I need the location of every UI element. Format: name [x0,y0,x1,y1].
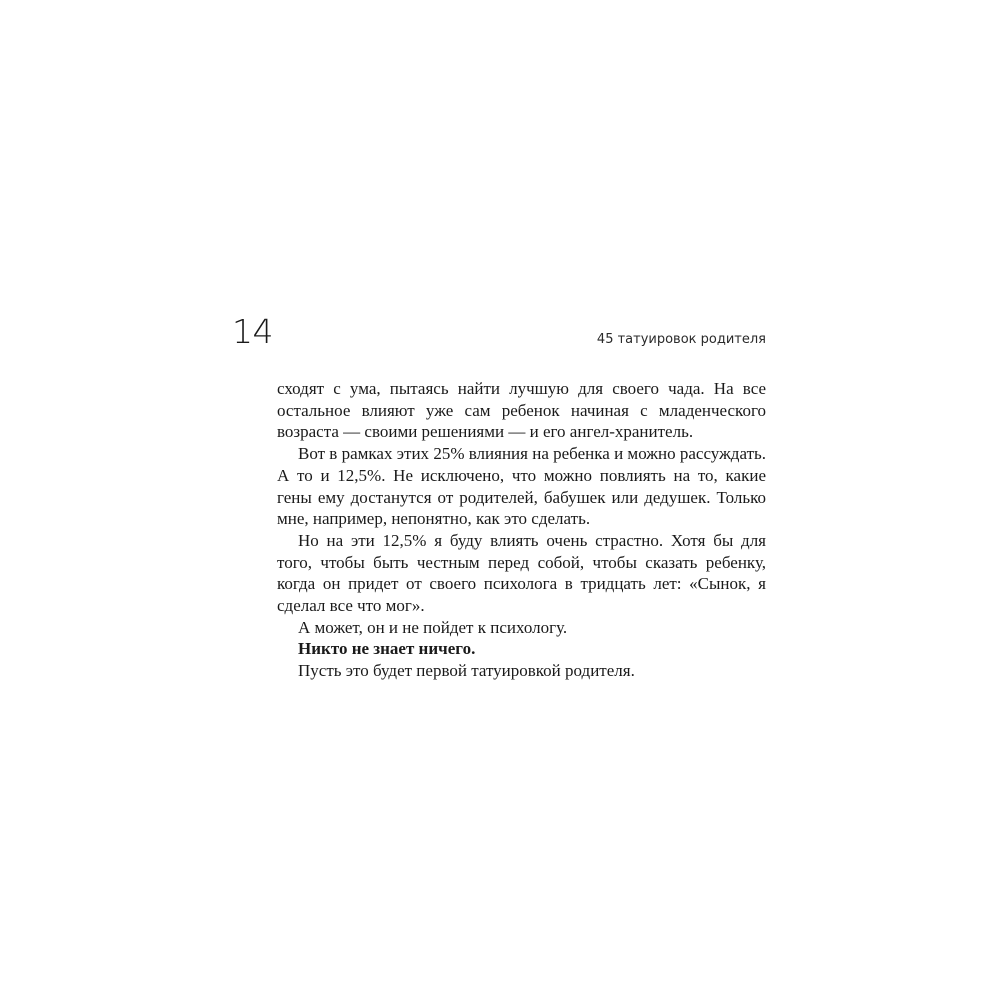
paragraph: Вот в рамках этих 25% влияния на ребенка и можно рассуждать. А то и 12,5%. Не исключено, что можно повлиять на то, какие гены ему достанутся от родителей, бабушек или дедушек. Только мне, например, непонятно, как это сделать. [277,444,766,529]
paragraph: А может, он и не пойдет к психологу. [298,617,568,637]
paragraph: Пусть это будет первой татуировкой родителя. [298,661,635,681]
paragraph: сходят с ума, пытаясь найти лучшую для своего чада. На все остальное влияют уже сам ребенок начиная с младенческого возраста — своими решениями — и его ангел-хранитель. [277,379,766,442]
body-text [277,378,766,682]
bold-paragraph: Никто не знает ничего. [298,639,476,659]
paragraph: Но на эти 12,5% я буду влиять очень страстно. Хотя бы для того, чтобы быть честным перед собой, чтобы сказать ребенку, когда он придет от своего психолога в тридцать лет: «Сынок, я сделал все что мог». [277,530,766,616]
running-head: 45 татуировок родителя [596,332,766,347]
page-number: 14 [232,312,273,351]
